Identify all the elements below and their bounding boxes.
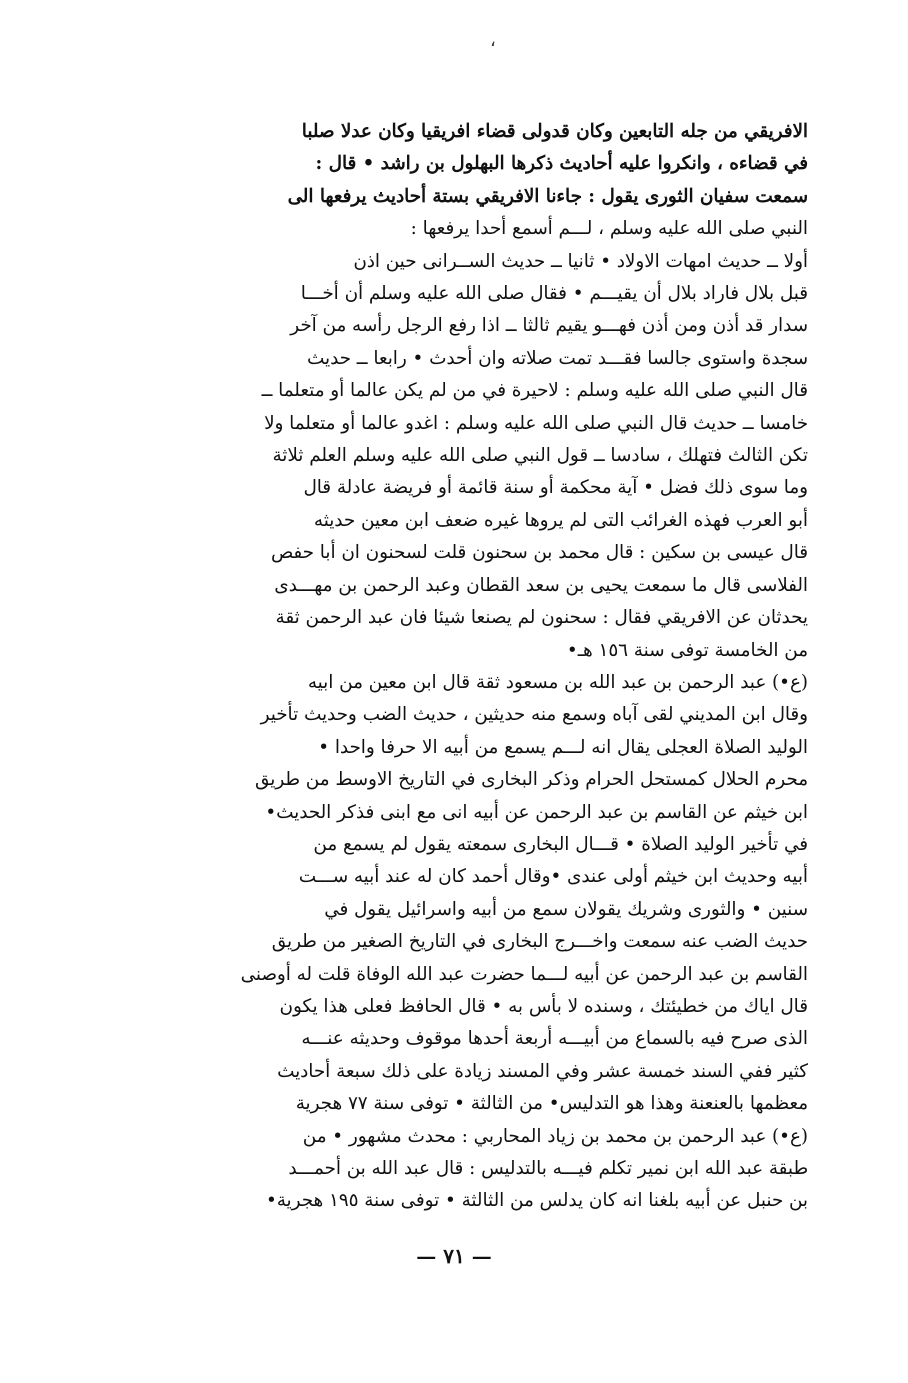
header-mark: ، xyxy=(490,30,496,51)
text-line: بن حنبل عن أبيه بلغنا انه كان يدلس من الثالثة • توفى سنة ١٩٥ هجرية• xyxy=(265,1190,808,1212)
text-line: محرم الحلال كمستحل الحرام وذكر البخارى في التاريخ الاوسط من طريق xyxy=(255,769,808,791)
paragraph-1 xyxy=(104,116,808,667)
text-line: سنين • والثورى وشريك يقولان سمع من أبيه واسرائيل يقول في xyxy=(324,898,808,920)
text-line: سمعت سفيان الثورى يقول : جاءنا الافريقي بستة أحاديث يرفعها الى xyxy=(287,185,808,207)
text-line: قال النبي صلى الله عليه وسلم : لاحيرة في من لم يكن عالما أو متعلما ــ xyxy=(261,380,808,402)
text-line: (ع•) عبد الرحمن بن عبد الله بن مسعود ثقة قال ابن معين من ابيه xyxy=(307,671,808,693)
text-line: القاسم بن عبد الرحمن عن أبيه لـــما حضرت عبد الله الوفاة قلت له أوصنى xyxy=(240,963,808,985)
text-line: حديث الضب عنه سمعت واخـــرج البخارى في التاريخ الصغير من طريق xyxy=(271,931,808,953)
text-line: وما سوى ذلك فضل • آية محكمة أو سنة قائمة أو فريضة عادلة قال xyxy=(303,477,808,499)
text-line: الذى صرح فيه بالسماع من أبيـــه أربعة أحدها موقوف وحديثه عنـــه xyxy=(301,1028,808,1050)
paragraph-3 xyxy=(104,1121,808,1218)
text-line: النبي صلى الله عليه وسلم ، لـــم أسمع أحدا يرفعها : xyxy=(410,218,808,240)
text-line: سدار قد أذن ومن أذن فهـــو يقيم ثالثا ــ اذا رفع الرجل رأسه من آخر xyxy=(290,315,808,337)
text-line: ابن خيثم عن القاسم بن عبد الرحمن عن أبيه انى مع ابنى فذكر الحديث• xyxy=(265,801,808,823)
text-line: الافريقي من جله التابعين وكان قدولى قضاء افريقيا وكان عدلا صلبا xyxy=(301,121,808,142)
page-body-text xyxy=(104,116,808,1218)
text-line: قبل بلال فاراد بلال أن يقيـــم • فقال صلى الله عليه وسلم أن أخـــا xyxy=(300,283,808,305)
text-line: (ع•) عبد الرحمن بن محمد بن زياد المحاربي : محدث مشهور • من xyxy=(302,1125,808,1147)
paragraph-2 xyxy=(104,667,808,1121)
text-line: كثير ففي السند خمسة عشر وفي المسند زيادة على ذلك سبعة أحاديث xyxy=(277,1060,808,1082)
text-line: وقال ابن المديني لقى آباه وسمع منه حديثين ، حديث الضب وحديث تأخير xyxy=(260,704,808,726)
text-line: يحدثان عن الافريقي فقال : سحنون لم يصنعا شيئا فان عبد الرحمن ثقة xyxy=(275,607,808,629)
text-line: الفلاسى قال ما سمعت يحيى بن سعد القطان وعبد الرحمن بن مهـــدى xyxy=(274,574,808,596)
text-line: أبيه وحديث ابن خيثم أولى عندى •وقال أحمد كان له عند أبيه ســـت xyxy=(298,866,808,888)
page-number: — ٧١ — xyxy=(416,1244,492,1268)
text-line: تكن الثالث فتهلك ، سادسا ــ قول النبي صلى الله عليه وسلم العلم ثلاثة xyxy=(272,445,808,467)
text-line: الوليد الصلاة العجلى يقال انه لـــم يسمع من أبيه الا حرفا واحدا • xyxy=(318,736,808,758)
text-line: أبو العرب فهذه الغرائب التى لم يروها غيره ضعف ابن معين حديثه xyxy=(313,509,808,531)
text-line: معظمها بالعنعنة وهذا هو التدليس• من الثالثة • توفى سنة ٧٧ هجرية xyxy=(295,1093,808,1115)
text-line: خامسا ــ حديث قال النبي صلى الله عليه وسلم : اغدو عالما أو متعلما ولا xyxy=(264,412,808,434)
text-line: سجدة واستوى جالسا فقـــد تمت صلاته وان أحدث • رابعا ــ حديث xyxy=(307,347,808,369)
text-line: من الخامسة توفى سنة ١٥٦ هـ• xyxy=(566,639,808,661)
text-line: في تأخير الوليد الصلاة • قـــال البخارى سمعته يقول لم يسمع من xyxy=(313,833,808,855)
text-line: طبقة عبد الله ابن نمير تكلم فيـــه بالتدليس : قال عبد الله بن أحمـــد xyxy=(288,1158,808,1179)
text-line: قال عيسى بن سكين : قال محمد بن سحنون قلت لسحنون ان أبا حفص xyxy=(271,542,808,564)
text-line: قال اياك من خطيئتك ، وسنده لا بأس به • قال الحافظ فعلى هذا يكون xyxy=(279,995,808,1017)
text-line: أولا ــ حديث امهات الاولاد • ثانيا ــ حديث الســرانى حين اذن xyxy=(353,250,808,272)
text-line: في قضاءه ، وانكروا عليه أحاديث ذكرها البهلول بن راشد • قال : xyxy=(315,153,808,175)
